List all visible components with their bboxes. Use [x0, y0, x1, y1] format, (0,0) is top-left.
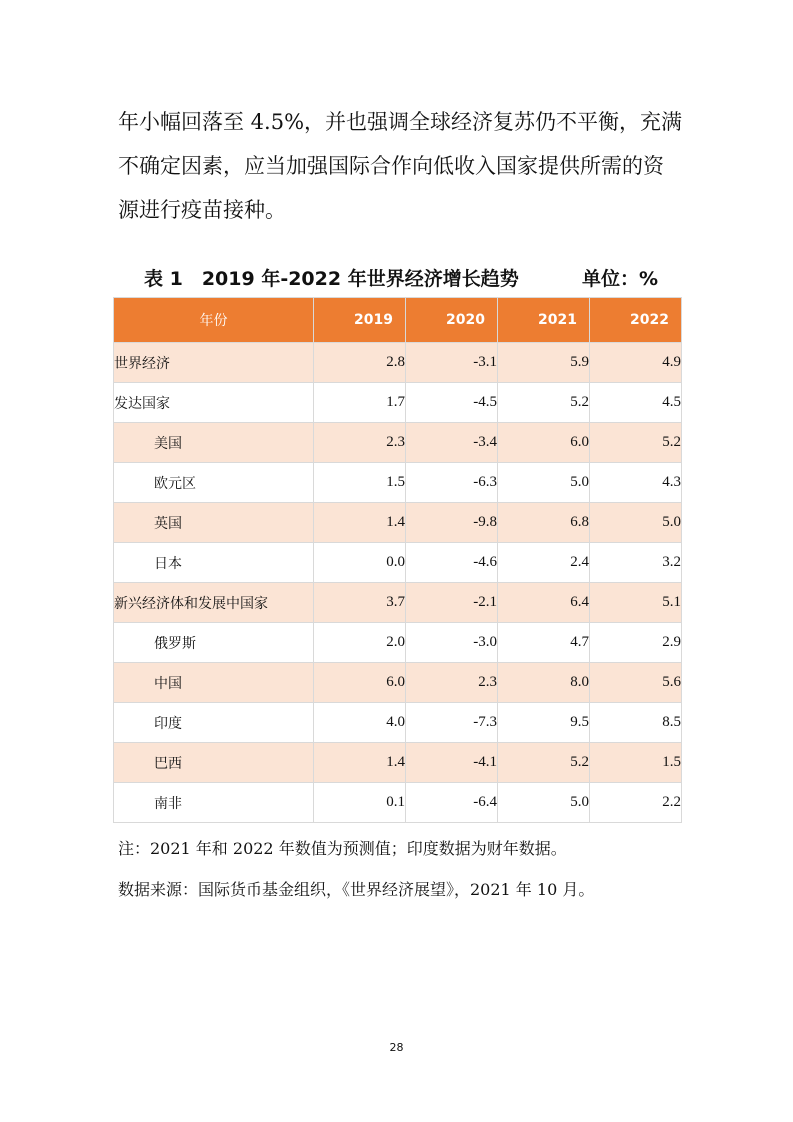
row-label: 日本: [114, 543, 314, 583]
cell-value: 1.4: [314, 743, 406, 783]
cell-value: 5.9: [498, 343, 590, 383]
table-row: [114, 543, 682, 583]
row-label: 新兴经济体和发展中国家: [114, 583, 314, 623]
cell-value: 2.4: [498, 543, 590, 583]
row-label: 中国: [114, 663, 314, 703]
header-label: 年份: [114, 298, 314, 343]
table-row: [114, 383, 682, 423]
row-label: 俄罗斯: [114, 623, 314, 663]
table-row: [114, 623, 682, 663]
cell-value: -4.1: [406, 743, 498, 783]
cell-value: 2.8: [314, 343, 406, 383]
cell-value: 3.7: [314, 583, 406, 623]
table-caption: [118, 262, 680, 296]
table-row: [114, 663, 682, 703]
cell-value: -3.1: [406, 343, 498, 383]
cell-value: 5.6: [590, 663, 682, 703]
cell-value: -3.0: [406, 623, 498, 663]
cell-value: 1.5: [590, 743, 682, 783]
cell-value: 1.7: [314, 383, 406, 423]
table-row: [114, 583, 682, 623]
cell-value: 5.0: [590, 503, 682, 543]
cell-value: 5.2: [590, 423, 682, 463]
cell-value: 2.3: [406, 663, 498, 703]
cell-value: 0.1: [314, 783, 406, 823]
cell-value: 6.8: [498, 503, 590, 543]
table-row: [114, 423, 682, 463]
row-label: 欧元区: [114, 463, 314, 503]
cell-value: -6.4: [406, 783, 498, 823]
table-header-row: [114, 298, 682, 343]
cell-value: 2.0: [314, 623, 406, 663]
cell-value: 4.0: [314, 703, 406, 743]
cell-value: 4.5: [590, 383, 682, 423]
row-label: 发达国家: [114, 383, 314, 423]
cell-value: 5.2: [498, 743, 590, 783]
row-label: 南非: [114, 783, 314, 823]
table-row: [114, 343, 682, 383]
cell-value: 5.1: [590, 583, 682, 623]
table-row: [114, 503, 682, 543]
header-year: 2019: [314, 298, 406, 343]
cell-value: 4.7: [498, 623, 590, 663]
row-label: 英国: [114, 503, 314, 543]
growth-table: [113, 297, 682, 823]
cell-value: 4.3: [590, 463, 682, 503]
header-year: 2021: [498, 298, 590, 343]
table-note: 注：2021 年和 2022 年数值为预测值；印度数据为财年数据。: [118, 839, 567, 858]
cell-value: 9.5: [498, 703, 590, 743]
table-row: [114, 743, 682, 783]
cell-value: 4.9: [590, 343, 682, 383]
header-year: 2022: [590, 298, 682, 343]
row-label: 美国: [114, 423, 314, 463]
paragraph-line: 年小幅回落至 4.5%，并也强调全球经济复苏仍不平衡，充满: [118, 110, 683, 134]
cell-value: 6.4: [498, 583, 590, 623]
table-title: 表 1 2019 年-2022 年世界经济增长趋势: [144, 268, 519, 290]
cell-value: -3.4: [406, 423, 498, 463]
cell-value: 8.5: [590, 703, 682, 743]
cell-value: 0.0: [314, 543, 406, 583]
cell-value: 1.5: [314, 463, 406, 503]
row-label: 世界经济: [114, 343, 314, 383]
cell-value: 5.0: [498, 783, 590, 823]
cell-value: -4.5: [406, 383, 498, 423]
cell-value: 5.0: [498, 463, 590, 503]
cell-value: -9.8: [406, 503, 498, 543]
cell-value: 3.2: [590, 543, 682, 583]
cell-value: 6.0: [314, 663, 406, 703]
cell-value: -7.3: [406, 703, 498, 743]
cell-value: -4.6: [406, 543, 498, 583]
row-label: 巴西: [114, 743, 314, 783]
paragraph-line: 不确定因素，应当加强国际合作向低收入国家提供所需的资: [118, 154, 664, 178]
cell-value: -6.3: [406, 463, 498, 503]
header-year: 2020: [406, 298, 498, 343]
body-paragraph: [118, 100, 683, 232]
table-row: [114, 463, 682, 503]
cell-value: 2.2: [590, 783, 682, 823]
page-number: 28: [389, 1041, 404, 1054]
cell-value: 6.0: [498, 423, 590, 463]
row-label: 印度: [114, 703, 314, 743]
cell-value: -2.1: [406, 583, 498, 623]
cell-value: 2.9: [590, 623, 682, 663]
cell-value: 1.4: [314, 503, 406, 543]
table-unit: 单位：%: [581, 268, 658, 290]
table-row: [114, 703, 682, 743]
cell-value: 5.2: [498, 383, 590, 423]
cell-value: 8.0: [498, 663, 590, 703]
cell-value: 2.3: [314, 423, 406, 463]
table-row: [114, 783, 682, 823]
paragraph-line: 源进行疫苗接种。: [118, 198, 286, 222]
data-source: 数据来源：国际货币基金组织，《世界经济展望》，2021 年 10 月。: [118, 880, 595, 899]
